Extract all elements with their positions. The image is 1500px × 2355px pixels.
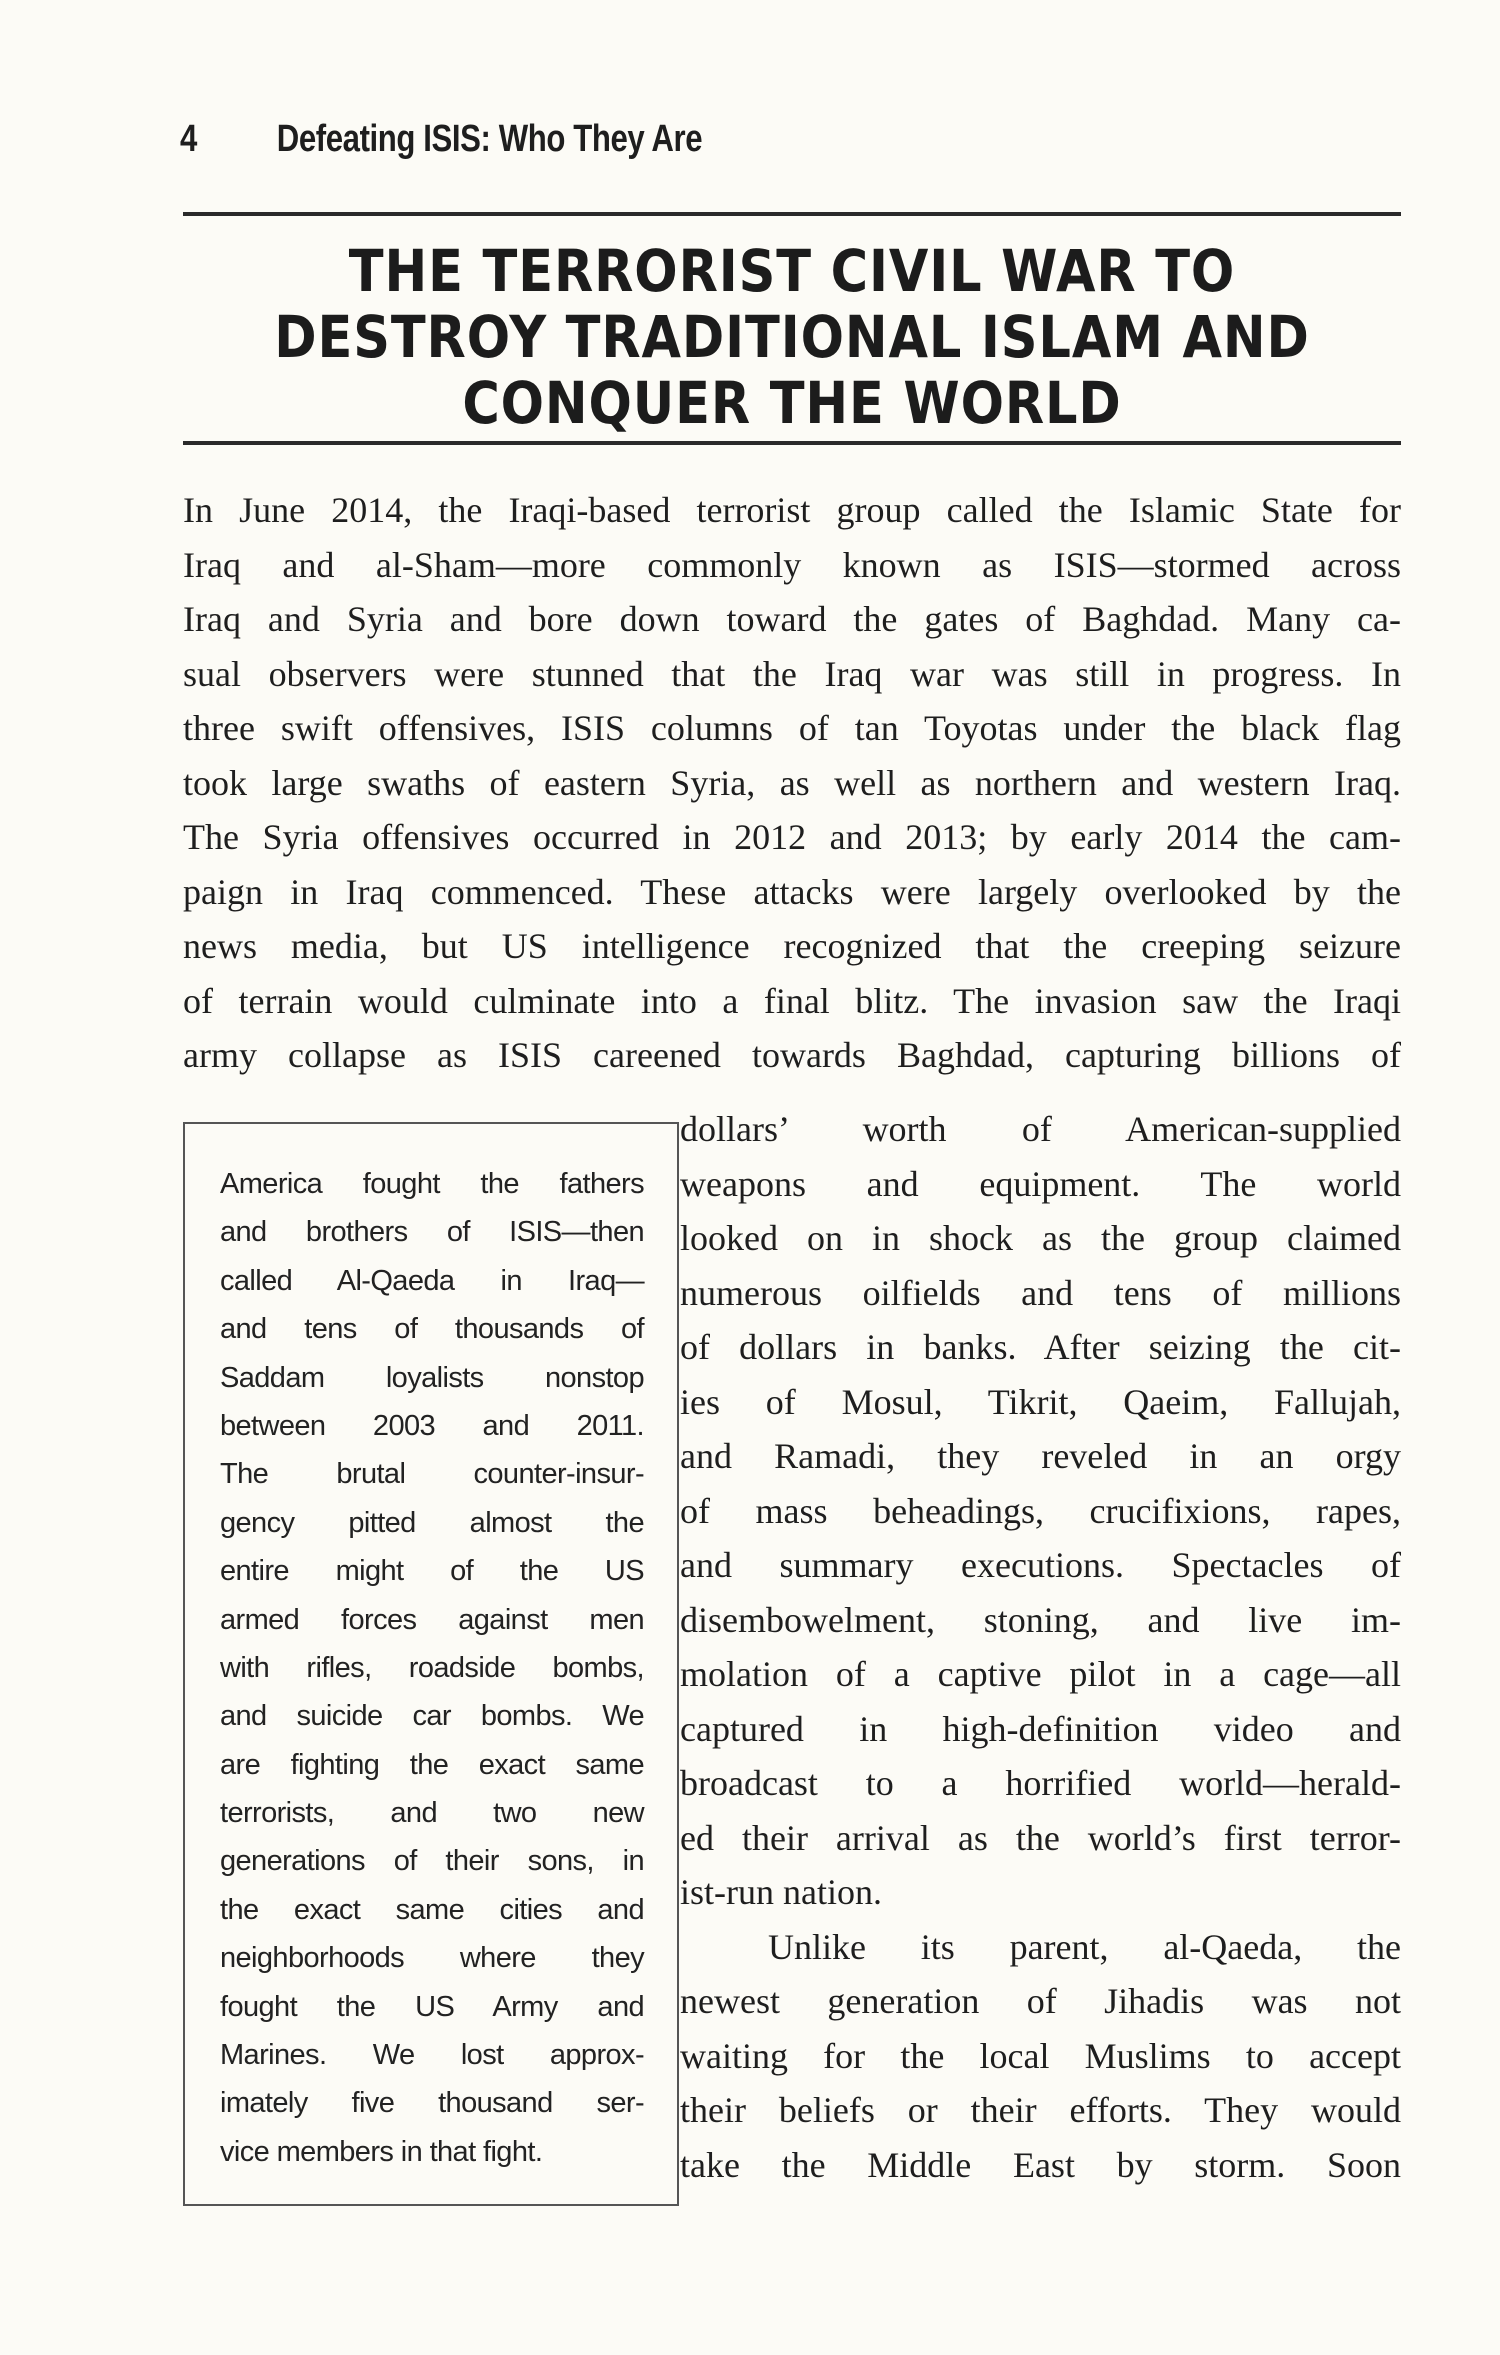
sidebar-line: and brothers of ISIS—then [220,1216,644,1249]
body-line: army collapse as ISIS careened towards Baghdad, capturing billions of [183,1035,1401,1075]
body-line: paign in Iraq commenced. These attacks were largely overlooked by the [183,871,1401,912]
chapter-title-line: THE TERRORIST CIVIL WAR TO [348,237,1236,305]
body-line: newest generation of Jihadis was not [680,1981,1401,2021]
sidebar-line: gency pitted almost the [220,1506,644,1539]
body-line: weapons and equipment. The world [680,1163,1401,1204]
body-line: and summary executions. Spectacles of [680,1545,1401,1585]
body-line: numerous oilfields and tens of millions [680,1272,1401,1313]
running-head [180,118,702,161]
sidebar-line: the exact same cities and [220,1893,644,1926]
sidebar-text [220,1160,644,2176]
title-rule-top [183,212,1401,216]
sidebar-line: terrorists, and two new [220,1797,644,1830]
body-line: of mass beheadings, crucifixions, rapes, [680,1490,1401,1531]
chapter-title-line: DESTROY TRADITIONAL ISLAM AND [274,303,1310,371]
sidebar-line: armed forces against men [220,1603,644,1636]
body-line: ist-run nation. [680,1872,882,1912]
body-line: Iraq and al-Sham—more commonly known as ISIS—stormed across [183,544,1401,585]
body-line: took large swaths of eastern Syria, as well as northern and western Iraq. [183,762,1401,803]
body-line: news media, but US intelligence recognized that the creeping seizure [183,926,1401,966]
body-line: disembowelment, stoning, and live im- [680,1599,1401,1640]
title-rule-bottom [183,441,1401,445]
sidebar-line: called Al-Qaeda in Iraq— [220,1264,644,1297]
sidebar-line: imately five thousand ser- [220,2087,644,2120]
body-line: and Ramadi, they reveled in an orgy [680,1436,1401,1476]
chapter-title-line: CONQUER THE WORLD [462,369,1122,437]
body-line: looked on in shock as the group claimed [680,1218,1401,1258]
body-line: Unlike its parent, al-Qaeda, the [768,1926,1401,1967]
sidebar-line: with rifles, roadside bombs, [220,1651,644,1684]
body-line: broadcast to a horrified world—herald- [680,1763,1401,1803]
body-line: captured in high-definition video and [680,1708,1401,1749]
book-title: Defeating ISIS: Who They Are [276,118,703,160]
page-number: 4 [180,118,197,160]
body-line: Iraq and Syria and bore down toward the gates of Baghdad. Many ca- [183,599,1401,639]
body-line: In June 2014, the Iraqi-based terrorist group called the Islamic State for [183,490,1401,530]
body-line: ed their arrival as the world’s first terror- [680,1817,1401,1858]
sidebar-line: Saddam loyalists nonstop [220,1361,644,1394]
body-column-right [680,1102,1401,2192]
sidebar-line: fought the US Army and [220,1990,644,2023]
body-line: waiting for the local Muslims to accept [680,2035,1401,2076]
sidebar-line: vice members in that fight. [220,2135,543,2168]
sidebar-line: entire might of the US [220,1555,644,1588]
body-line: of dollars in banks. After seizing the cit- [680,1327,1401,1367]
sidebar-line: and suicide car bombs. We [220,1700,644,1733]
body-line: their beliefs or their efforts. They would [680,2090,1401,2130]
body-line: ies of Mosul, Tikrit, Qaeim, Fallujah, [680,1381,1401,1422]
sidebar-line: America fought the fathers [220,1168,644,1200]
sidebar-line: are fighting the exact same [220,1748,644,1781]
sidebar-line: neighborhoods where they [220,1942,644,1975]
sidebar-line: between 2003 and 2011. [220,1409,644,1442]
sidebar-line: and tens of thousands of [220,1313,644,1346]
body-line: dollars’ worth of American-supplied [680,1109,1401,1149]
body-line: sual observers were stunned that the Iraq war was still in progress. In [183,653,1401,694]
body-line: take the Middle East by storm. Soon [680,2144,1401,2185]
body-line: three swift offensives, ISIS columns of tan Toyotas under the black flag [183,708,1401,748]
sidebar-line: generations of their sons, in [220,1845,644,1878]
body-line: The Syria offensives occurred in 2012 and 2013; by early 2014 the cam- [183,817,1401,857]
sidebar-line: The brutal counter-insur- [220,1458,644,1491]
body-line: of terrain would culminate into a final blitz. The invasion saw the Iraqi [183,980,1401,1021]
sidebar-line: Marines. We lost approx- [220,2039,644,2072]
body-line: molation of a captive pilot in a cage—all [680,1654,1401,1694]
body-paragraph-1-full-width [183,483,1401,1083]
chapter-title [183,238,1401,436]
